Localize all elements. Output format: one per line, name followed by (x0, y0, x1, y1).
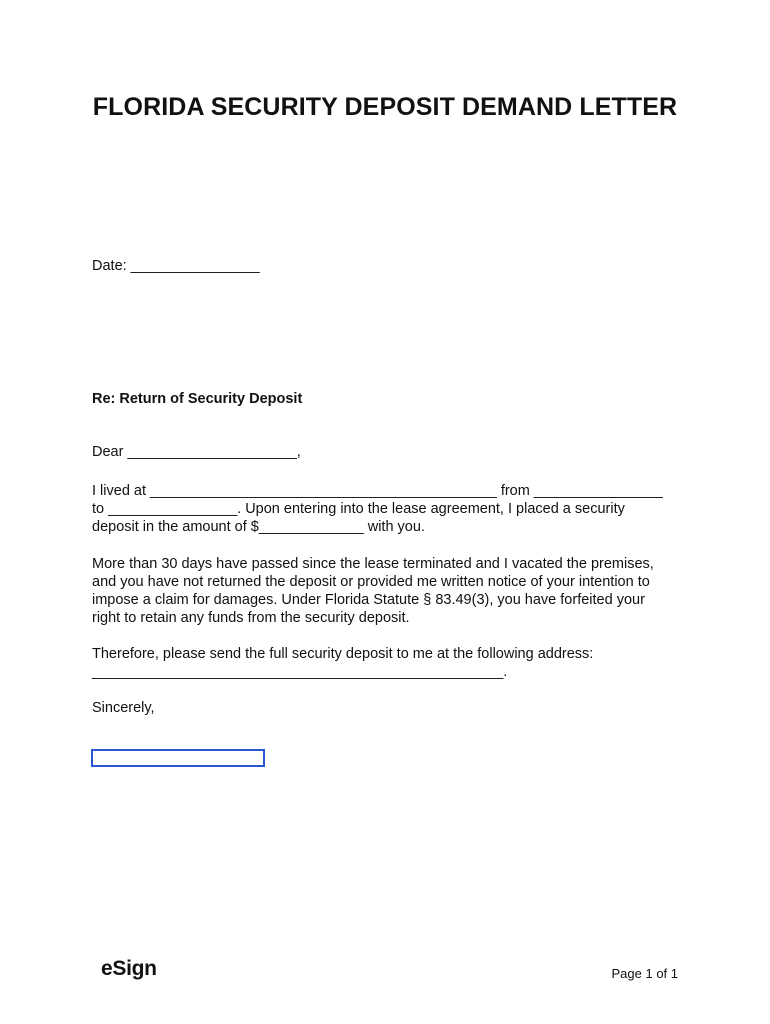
paragraph2-line: and you have not returned the deposit or provided me written notice of your intention to (92, 574, 650, 590)
page-number: Page 1 of 1 (611, 966, 678, 981)
paragraph1-line: deposit in the amount of $_____________ with you. (92, 519, 425, 535)
paragraph1-line: I lived at ___________________________________________ from ________________ (92, 483, 663, 499)
document-title: FLORIDA SECURITY DEPOSIT DEMAND LETTER (92, 93, 678, 121)
paragraph3-line: Therefore, please send the full security deposit to me at the following address: (92, 646, 594, 662)
paragraph2-line: impose a claim for damages. Under Florida Statute § 83.49(3), you have forfeited your (92, 592, 645, 608)
signature-field[interactable] (91, 749, 265, 767)
paragraph2-line: right to retain any funds from the security deposit. (92, 610, 410, 626)
re-line: Re: Return of Security Deposit (92, 391, 303, 407)
date-line: Date: ________________ (92, 258, 260, 274)
paragraph2-line: More than 30 days have passed since the lease terminated and I vacated the premises, (92, 556, 654, 572)
paragraph1-line: to ________________. Upon entering into the lease agreement, I placed a security (92, 501, 625, 517)
closing: Sincerely, (92, 700, 155, 716)
paragraph3-line: ___________________________________________________. (92, 664, 508, 680)
salutation: Dear _____________________, (92, 444, 301, 460)
esign-logo: eSign (101, 957, 157, 980)
